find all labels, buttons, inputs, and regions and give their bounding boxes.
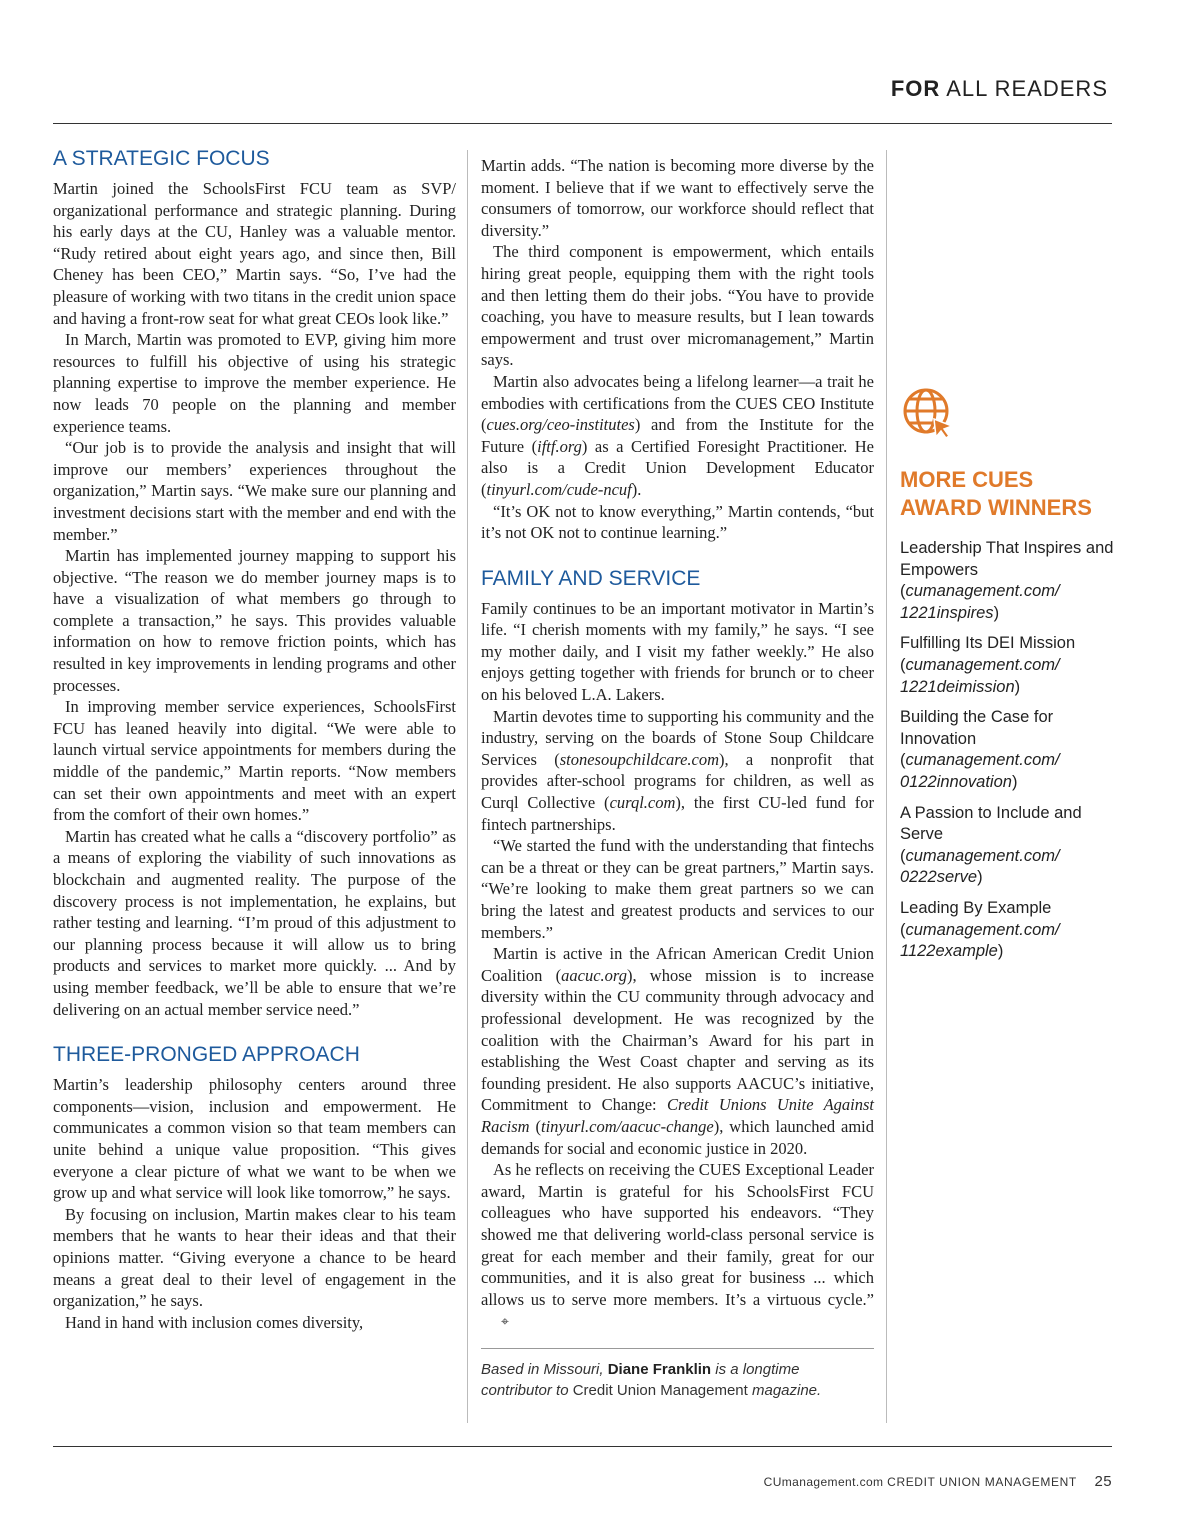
paragraph: The third component is empowerment, which entails hiring great people, equipping them with the right tools and then letting them do their jobs. “You have to provide coaching, you have to measure results, but I lean towards empowerment and trust over micromanagement,” Martin says.	[481, 242, 874, 370]
text-run: Martin is active in the African American Credit Union Coalition (	[481, 944, 874, 985]
top-rule	[53, 123, 1112, 124]
link-curql[interactable]: curql.com	[609, 793, 676, 813]
sidebar-item-label: Building the Case for Innovation	[900, 708, 1054, 748]
paragraph: Martin has created what he calls a “discovery portfolio” as a means of exploring the viability of such innovations as blockchain and augmented reality. The purpose of the discovery process is not implementation, he explains, but rather testing and learning. “I’m proud of this adjustment to our planning process because it will allow us to bring products and services to market more quickly. ... And by using member feedback, we’ll be able to ensure that we’re delivering on an actual member service need.”	[53, 826, 456, 1019]
paragraph: “It’s OK not to know everything,” Martin contends, “but it’s not OK not to continue learning.”	[481, 501, 874, 543]
link-cues-ceo-institutes[interactable]: cues.org/ceo-institutes	[486, 415, 635, 435]
paragraph: Family continues to be an important motivator in Martin’s life. “I cherish moments with my family,” he says. “I see my mother daily, and I visit my father weekly.” He also enjoys getting together with friends for brunch or to cheer on his beloved L.A. Lakers.	[481, 598, 874, 705]
link-stonesoupchildcare[interactable]: stonesoupchildcare.com	[559, 749, 720, 769]
publication-name: Credit Union Management	[572, 1381, 748, 1399]
bottom-rule	[53, 1446, 1112, 1447]
column-divider-2	[886, 150, 887, 1423]
section-header-rest: ALL READERS	[946, 76, 1108, 101]
page-footer	[764, 1473, 1112, 1490]
sidebar-item[interactable]: Fulfilling Its DEI Mission (cumanagement.com/ 1221deimission)	[900, 634, 1076, 696]
article-column-1	[53, 146, 456, 1333]
section-header-bold: FOR	[890, 76, 941, 101]
column-divider-1	[467, 150, 468, 1423]
paragraph: In improving member service experiences, SchoolsFirst FCU has leaned heavily into digital. “We were able to launch virtual service appointments for members during the middle of the pandemic,” Martin reports. “Now members can set their own appointments and meet with an expert from the comfort of their own homes.”	[53, 697, 456, 825]
sidebar-title: MORE CUES AWARD WINNERS	[900, 467, 1092, 520]
sidebar-item[interactable]: A Passion to Include and Serve (cumanagement.com/ 0222serve)	[900, 803, 1082, 887]
sidebar-item-label: Leadership That Inspires and Empowers	[900, 539, 1114, 579]
footer-publication: CREDIT UNION MANAGEMENT	[887, 1475, 1077, 1489]
sidebar-item-label: Fulfilling Its DEI Mission	[900, 634, 1076, 653]
paragraph: Martin’s leadership philosophy centers around three components—vision, inclusion and empowerment. He communicates a common vision so that team members can unite behind a unique value proposition. “This gives everyone a clear picture of what we want to be when we grow up and what service will look like tomorrow,” he says.	[53, 1075, 456, 1203]
byline-text: is a longtime contributor to	[481, 1360, 800, 1399]
sidebar-item-link[interactable]: cumanagement.com/ 1221inspires	[900, 582, 1060, 622]
sidebar-item-label: Leading By Example	[900, 898, 1052, 917]
sidebar-item-link[interactable]: cumanagement.com/ 0222serve	[900, 846, 1060, 887]
paragraph	[481, 943, 874, 1159]
paragraph: Martin adds. “The nation is becoming more diverse by the moment. I believe that if we want to effectively serve the consumers of tomorrow, our workforce should reflect that diversity.”	[481, 156, 874, 240]
sidebar-more-winners	[900, 385, 1115, 972]
paragraph: “Our job is to provide the analysis and insight that will improve our members’ experiences throughout the organization,” Martin says. “We make sure our planning and investment decisions start with the member and end with the member.”	[53, 438, 456, 544]
byline-rule	[481, 1348, 874, 1349]
paragraph	[481, 371, 874, 501]
paragraph: “We started the fund with the understanding that fintechs can be a threat or they can be great partners,” Martin says. “We’re looking to make them great partners so we can bring the latest and greatest products and services to our members.”	[481, 836, 874, 942]
initiative-title: Credit Unions Unite Against Racism	[481, 1095, 874, 1136]
sidebar-item[interactable]: Building the Case for Innovation (cumanagement.com/ 0122innovation)	[900, 708, 1060, 791]
paragraph	[481, 1159, 874, 1334]
text-run: ), the first CU-led fund for fintech partnerships.	[481, 793, 874, 834]
text-run: ), a nonprofit that provides after-school programs for children, as well as Curql Collective (	[481, 749, 874, 813]
article-column-2	[481, 155, 874, 1401]
sidebar-item-link[interactable]: cumanagement.com/ 0122innovation	[900, 751, 1060, 791]
paragraph: In March, Martin was promoted to EVP, giving him more resources to fulfill his objective of using his strategic planning expertise to improve the member experience. He now leads 70 people on the planning and member experience teams.	[53, 330, 456, 436]
text-run: As he reflects on receiving the CUES Exceptional Leader award, Martin is grateful for his SchoolsFirst FCU colleagues who have supported his endeavors. “They showed me that delivering world-class personal service is great for each member and their family, great for our communities, and it is also great for business ... which allows us to serve more members. It’s a virtuous cycle.”	[481, 1160, 874, 1309]
text-run: ), whose mission is to increase diversity within the CU community through advocacy and professional development. He was recognized by the coalition with the Chairman’s Award for his part in establishing the West Coast chapter and serving as its founding president. He also supports AACUC’s initiative, Commitment to Change:	[481, 965, 874, 1115]
sidebar-item[interactable]: Leadership That Inspires and Empowers (cumanagement.com/ 1221inspires)	[900, 539, 1114, 622]
byline-text: magazine.	[747, 1381, 822, 1399]
paragraph: Hand in hand with inclusion comes diversity,	[65, 1312, 364, 1332]
page-number: 25	[1094, 1473, 1112, 1490]
text-run: ).	[631, 479, 642, 499]
sidebar-item-link[interactable]: cumanagement.com/ 1122example	[900, 920, 1060, 961]
text-run: Martin also advocates being a lifelong learner—a trait he embodies with certifications from the CUES CEO Institute (	[481, 371, 874, 435]
heading-strategic-focus: A STRATEGIC FOCUS	[53, 147, 270, 170]
link-cude-ncuf[interactable]: tinyurl.com/cude-ncuf	[486, 479, 632, 499]
section-header	[891, 76, 1108, 102]
footer-site: CUmanagement.com	[763, 1475, 884, 1489]
heading-family-and-service: FAMILY AND SERVICE	[481, 566, 701, 590]
paragraph: By focusing on inclusion, Martin makes clear to his team members that he wants to hear their ideas and that their opinions matter. “Giving everyone a chance to be heard means a great deal to their level of engagement in the organization,” he says.	[53, 1204, 456, 1311]
sidebar-item-link[interactable]: cumanagement.com/ 1221deimission	[900, 655, 1060, 696]
paragraph: Martin joined the SchoolsFirst FCU team as SVP/ organizational performance and strategic planning. During his early days at the CU, Hanley was a valuable mentor. “Rudy retired about eight years ago, and since then, Bill Cheney has been CEO,” Martin says. “So, I’ve had the pleasure of working with two titans in the credit union space and having a front-row seat for what great CEOs look like.”	[53, 179, 456, 328]
globe-cursor-icon	[900, 385, 956, 441]
text-run: ) as a Certified Foresight Practitioner. He also is a Credit Union Development Educator (	[481, 436, 875, 499]
paragraph	[481, 706, 874, 836]
link-aacuc[interactable]: aacuc.org	[561, 965, 627, 985]
text-run: Martin devotes time to supporting his community and the industry, serving on the boards of Stone Soup Childcare Services (	[481, 706, 874, 769]
byline-text: Based in Missouri,	[481, 1360, 608, 1378]
end-mark-icon: ⌖	[501, 1314, 509, 1331]
sidebar-item[interactable]: Leading By Example (cumanagement.com/ 1122example)	[900, 898, 1060, 961]
heading-three-pronged-approach: THREE-PRONGED APPROACH	[53, 1043, 360, 1067]
author-byline	[481, 1359, 874, 1401]
text-run: ), which launched amid demands for social and economic justice in 2020.	[481, 1116, 874, 1158]
text-run: ) and from the Institute for the Future (	[481, 415, 874, 456]
link-aacuc-change[interactable]: tinyurl.com/aacuc-change	[541, 1116, 714, 1136]
link-iftf[interactable]: iftf.org	[537, 436, 582, 456]
author-name: Diane Franklin	[607, 1360, 712, 1378]
paragraph: Martin has implemented journey mapping to support his objective. “The reason we do member journey maps is to have a visualization of what members go through to complete a transaction,” he says. This provides valuable information on how to remove friction points, which has resulted in key improvements in lending programs and other processes.	[53, 546, 456, 695]
sidebar-item-label: A Passion to Include and Serve	[900, 803, 1082, 844]
text-run: (	[529, 1116, 541, 1136]
